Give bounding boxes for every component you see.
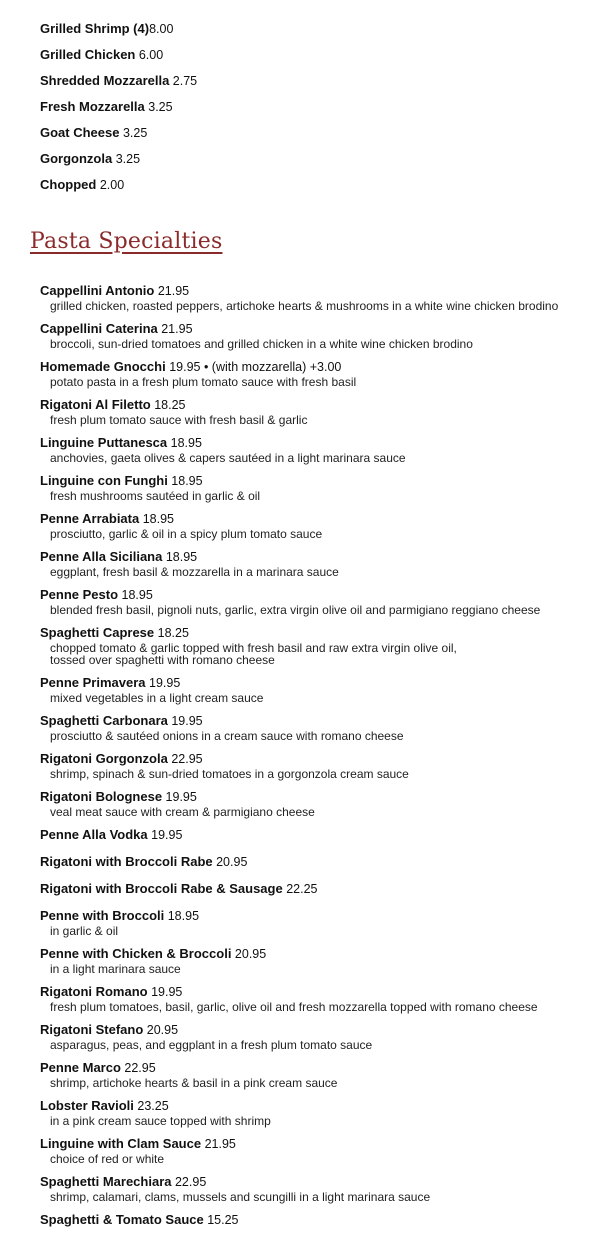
menu-item-description: in garlic & oil (50, 924, 119, 938)
menu-item-price: 19.95 • (with mozzarella) +3.00 (169, 360, 342, 374)
menu-item (40, 282, 585, 312)
addon-item (40, 46, 197, 72)
addon-price: 3.25 (115, 152, 141, 166)
menu-item (40, 983, 585, 1013)
menu-item-description: prosciutto, garlic & oil in a spicy plum tomato sauce (50, 527, 323, 541)
menu-item (40, 1211, 585, 1229)
menu-item-price: 19.95 (149, 676, 181, 690)
menu-item-price: 18.25 (157, 626, 189, 640)
menu-item (40, 1021, 585, 1051)
addon-item (40, 124, 197, 150)
menu-item-price: 19.95 (171, 714, 203, 728)
addon-price: 2.75 (172, 74, 198, 88)
menu-item (40, 358, 585, 388)
menu-item (40, 880, 585, 898)
menu-item-heading (40, 624, 585, 642)
menu-item-description: chopped tomato & garlic topped with fresh basil and raw extra virgin olive oil, tossed over spaghetti with romano cheese (50, 641, 457, 667)
menu-item-name: Homemade Gnocchi (40, 359, 166, 374)
menu-item-price: 19.95 (165, 790, 197, 804)
addon-name: Chopped (40, 177, 97, 192)
menu-item-name: Penne Alla Siciliana (40, 549, 163, 564)
menu-item (40, 624, 585, 666)
menu-item-price: 18.95 (121, 588, 153, 602)
menu-item-price: 22.95 (171, 752, 203, 766)
menu-item-name: Rigatoni Gorgonzola (40, 751, 168, 766)
addon-price: 8.00 (149, 22, 174, 36)
addon-price: 6.00 (138, 48, 164, 62)
menu-item (40, 712, 585, 742)
menu-item-description: choice of red or white (50, 1152, 165, 1166)
menu-item-name: Rigatoni with Broccoli Rabe & Sausage (40, 881, 283, 896)
menu-item (40, 1059, 585, 1089)
menu-item-name: Penne Pesto (40, 587, 119, 602)
menu-item-price: 15.25 (207, 1213, 239, 1227)
menu-item-name: Penne Marco (40, 1060, 121, 1075)
menu-item-heading (40, 1097, 585, 1115)
addon-price: 3.25 (122, 126, 148, 140)
menu-item-name: Linguine with Clam Sauce (40, 1136, 202, 1151)
menu-item-name: Linguine con Funghi (40, 473, 168, 488)
menu-item-price: 18.25 (154, 398, 186, 412)
menu-item-heading (40, 320, 585, 338)
menu-item (40, 320, 585, 350)
addon-item (40, 72, 197, 98)
section-title: Pasta Specialties (30, 229, 223, 254)
menu-item-price: 20.95 (216, 855, 248, 869)
menu-item-description: grilled chicken, roasted peppers, artichoke hearts & mushrooms in a white wine chicken brodino (50, 299, 559, 313)
menu-item (40, 548, 585, 578)
menu-item-description: shrimp, calamari, clams, mussels and scungilli in a light marinara sauce (50, 1190, 431, 1204)
menu-item-list (40, 282, 585, 1238)
menu-item-description: fresh mushrooms sautéed in garlic & oil (50, 489, 261, 503)
addon-name: Shredded Mozzarella (40, 73, 170, 88)
menu-item (40, 907, 585, 937)
addon-item (40, 176, 197, 202)
menu-item-description: broccoli, sun-dried tomatoes and grilled chicken in a white wine chicken brodino (50, 337, 473, 351)
menu-item (40, 1173, 585, 1203)
menu-item (40, 826, 585, 844)
menu-item-name: Rigatoni Bolognese (40, 789, 163, 804)
menu-item-description: blended fresh basil, pignoli nuts, garlic, extra virgin olive oil and parmigiano reggiano cheese (50, 603, 541, 617)
menu-item (40, 586, 585, 616)
menu-item-price: 18.95 (167, 909, 200, 923)
menu-item-name: Rigatoni Romano (40, 984, 148, 999)
menu-item-description: in a pink cream sauce topped with shrimp (50, 1114, 271, 1128)
addon-price: 2.00 (99, 178, 125, 192)
menu-item-heading (40, 1021, 585, 1039)
menu-item-heading (40, 907, 585, 925)
menu-item-heading (40, 282, 585, 300)
menu-item-name: Rigatoni Al Filetto (40, 397, 151, 412)
menu-item (40, 674, 585, 704)
menu-item-price: 20.95 (234, 947, 267, 961)
menu-item-name: Penne Arrabiata (40, 511, 140, 526)
menu-item-heading (40, 880, 585, 898)
menu-item-price: 21.95 (161, 322, 193, 336)
menu-item-heading (40, 853, 585, 871)
menu-item (40, 396, 585, 426)
menu-item-heading (40, 945, 585, 963)
menu-item (40, 853, 585, 871)
menu-item-heading (40, 674, 585, 692)
menu-item-heading (40, 1135, 585, 1153)
addon-name: Grilled Shrimp (4) (40, 21, 150, 36)
menu-item (40, 510, 585, 540)
menu-item-name: Rigatoni with Broccoli Rabe (40, 854, 213, 869)
menu-item-price: 22.95 (124, 1061, 156, 1075)
menu-item-description: potato pasta in a fresh plum tomato sauce with fresh basil (50, 375, 357, 389)
menu-item-name: Spaghetti Marechiara (40, 1174, 172, 1189)
menu-item-description: shrimp, spinach & sun-dried tomatoes in a gorgonzola cream sauce (50, 767, 409, 781)
menu-item-description: prosciutto & sautéed onions in a cream sauce with romano cheese (50, 729, 404, 743)
menu-item-description: veal meat sauce with cream & parmigiano cheese (50, 805, 315, 819)
menu-item-heading (40, 472, 585, 490)
menu-item-description: fresh plum tomatoes, basil, garlic, olive oil and fresh mozzarella topped with romano cheese (50, 1000, 538, 1014)
addon-name: Fresh Mozzarella (40, 99, 145, 114)
menu-item-heading (40, 586, 585, 604)
menu-item-heading (40, 712, 585, 730)
addon-name: Gorgonzola (40, 151, 113, 166)
menu-item (40, 434, 585, 464)
menu-item (40, 472, 585, 502)
menu-item-name: Cappellini Antonio (40, 283, 155, 298)
addon-item (40, 20, 197, 46)
menu-item (40, 1135, 585, 1165)
menu-item-description: eggplant, fresh basil & mozzarella in a marinara sauce (50, 565, 339, 579)
menu-item-name: Penne Primavera (40, 675, 146, 690)
menu-item (40, 788, 585, 818)
addon-name: Grilled Chicken (40, 47, 136, 62)
menu-item-price: 18.95 (171, 474, 203, 488)
menu-item-name: Spaghetti & Tomato Sauce (40, 1212, 204, 1227)
menu-item-heading (40, 983, 585, 1001)
menu-item-price: 23.25 (137, 1099, 169, 1113)
menu-item-name: Penne with Chicken & Broccoli (40, 946, 232, 961)
addon-item (40, 98, 197, 124)
menu-item-price: 21.95 (157, 284, 190, 298)
menu-item-heading (40, 750, 585, 768)
menu-item-price: 20.95 (146, 1023, 179, 1037)
addon-list (40, 20, 197, 202)
menu-item-name: Cappellini Caterina (40, 321, 158, 336)
addon-item (40, 150, 197, 176)
addon-price: 3.25 (148, 100, 173, 114)
menu-item-price: 22.95 (174, 1175, 207, 1189)
menu-item-description: asparagus, peas, and eggplant in a fresh plum tomato sauce (50, 1038, 373, 1052)
menu-item-heading (40, 788, 585, 806)
menu-item (40, 750, 585, 780)
menu-item-heading (40, 434, 585, 452)
menu-item-heading (40, 826, 585, 844)
menu-item (40, 945, 585, 975)
menu-item (40, 1097, 585, 1127)
menu-item-heading (40, 358, 585, 376)
menu-item-heading (40, 1173, 585, 1191)
menu-item-name: Linguine Puttanesca (40, 435, 168, 450)
addon-name: Goat Cheese (40, 125, 120, 140)
menu-item-name: Spaghetti Caprese (40, 625, 155, 640)
menu-item-description: shrimp, artichoke hearts & basil in a pink cream sauce (50, 1076, 338, 1090)
menu-item-heading (40, 1059, 585, 1077)
menu-item-price: 18.95 (165, 550, 198, 564)
menu-item-description: mixed vegetables in a light cream sauce (50, 691, 264, 705)
menu-item-description: anchovies, gaeta olives & capers sautéed in a light marinara sauce (50, 451, 406, 465)
menu-item-price: 21.95 (204, 1137, 236, 1151)
menu-item-name: Spaghetti Carbonara (40, 713, 168, 728)
menu-item-price: 18.95 (170, 436, 202, 450)
menu-item-price: 18.95 (142, 512, 174, 526)
menu-item-heading (40, 396, 585, 414)
menu-item-price: 19.95 (151, 985, 183, 999)
menu-item-heading (40, 548, 585, 566)
menu-item-heading (40, 510, 585, 528)
menu-item-name: Penne with Broccoli (40, 908, 165, 923)
menu-item-heading (40, 1211, 585, 1229)
menu-item-price: 19.95 (151, 828, 183, 842)
menu-item-description: fresh plum tomato sauce with fresh basil & garlic (50, 413, 308, 427)
menu-item-name: Penne Alla Vodka (40, 827, 148, 842)
menu-item-price: 22.25 (286, 882, 318, 896)
menu-item-description: in a light marinara sauce (50, 962, 181, 976)
menu-item-name: Lobster Ravioli (40, 1098, 134, 1113)
menu-item-name: Rigatoni Stefano (40, 1022, 144, 1037)
